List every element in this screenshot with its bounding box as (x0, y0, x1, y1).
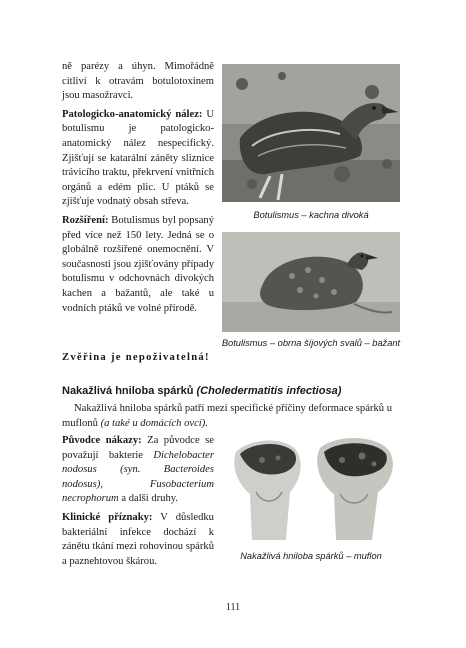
paragraph-pathology: Patologicko-anatomický nález: U botulismu je patologicko-anatomický nález nespecifický. Zjišťují se katarální záněty sliznice trávicího traktu, překrvení vnitřních orgánů a edém plic. U ptáků se zjišťuje vodnatý obsah střeva. (62, 108, 214, 208)
paragraph-paralysis: ně parézy a úhyn. Mimořádně citliví k otravám botulotoxinem jsou masožravci. (62, 61, 214, 102)
left-column-top (62, 60, 214, 320)
caption-pheasant: Botulismus – obrna šíjových svalů – bažant (221, 338, 401, 348)
paragraph-symptoms: Klinické příznaky: V důsledku bakteriální infekce dochází k zánětu tkání mezi rohovinou spárků a paznehtovou škárou. (62, 511, 214, 567)
section-title-latin: (Choledermatitis infectiosa) (196, 385, 342, 397)
left-column-bottom (62, 434, 214, 573)
photo-mouflon-hooves (222, 432, 400, 540)
paragraph-distribution: Rozšíření: Botulismus byl popsaný před více než 150 lety. Jedná se o globálně rozšířené onemocnění. V současnosti jsou zjišťovány případy botulismu v odchovnách divokých kachen a bažantů, ale také u vodních ptáků ve volné přírodě. (62, 214, 214, 314)
heading-distribution: Rozšíření: (62, 214, 109, 226)
warning-text: Zvěřina je nepoživatelná! (62, 352, 210, 363)
photo-pheasant (222, 232, 400, 332)
photo-duck (222, 64, 400, 202)
caption-duck: Botulismus – kachna divoká (253, 210, 369, 220)
heading-symptoms: Klinické příznaky: (62, 511, 153, 523)
heading-agent: Původce nákazy: (62, 435, 142, 446)
heading-pathology: Patologicko-anatomický nález: (62, 108, 203, 120)
paragraph-agent: Původce nákazy: Za původce se považují bakterie Dichelobacter nodosus (syn. Bacteroides nodosus), Fusobacterium necrophorum a další druhy. (62, 435, 214, 505)
caption-mouflon: Nakažlivá hniloba spárků – muflon (240, 551, 382, 561)
section-title: Nakažlivá hniloba spárků (Choledermatitis infectiosa) (62, 385, 342, 397)
page-number: 111 (225, 602, 241, 613)
section-intro: Nakažlivá hniloba spárků patří mezi specifické příčiny deformace spárků u muflonů (a také u domácích ovcí). (62, 403, 392, 429)
